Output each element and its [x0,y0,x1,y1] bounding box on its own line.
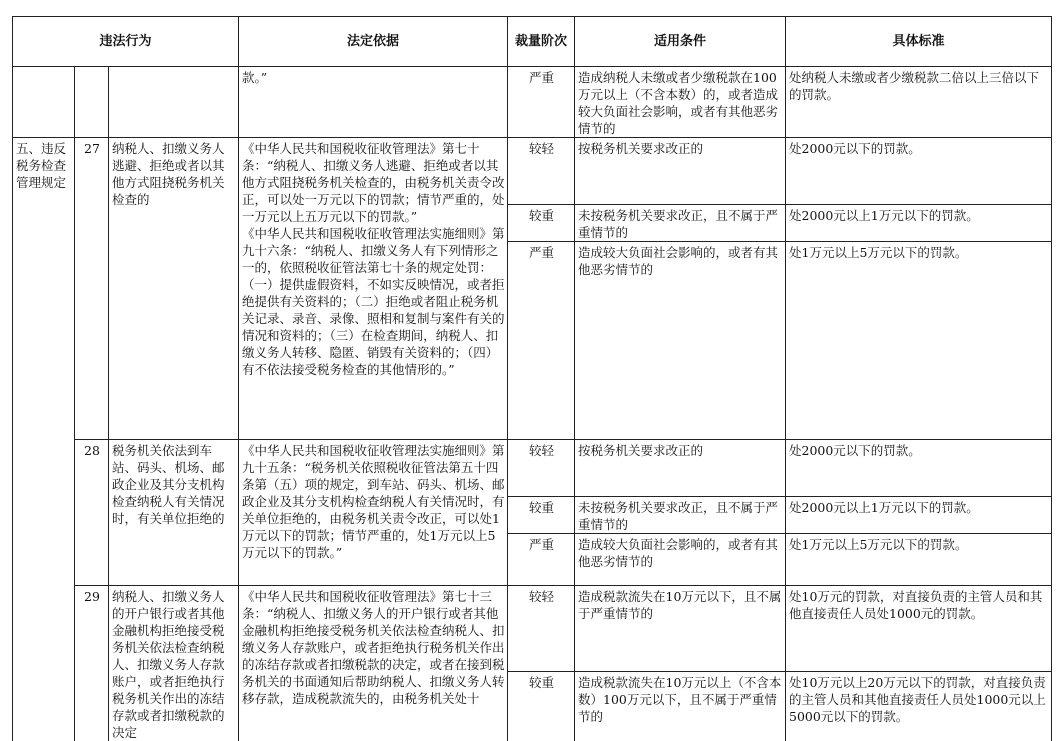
level-cell: 较重 [508,497,575,534]
condition-cell: 按税务机关要求改正的 [575,440,786,497]
header-legal-basis: 法定依据 [239,17,508,67]
standard-cell: 处10万元的罚款，对直接负责的主管人员和其他直接责任人员处1000元的罚款。 [786,586,1052,672]
category-cell: 五、违反税务检查管理规定 [13,138,75,741]
condition-cell: 按税务机关要求改正的 [575,138,786,205]
penalty-standards-table [12,16,1052,741]
item-number: 28 [75,440,109,586]
condition-cell: 造成税款流失在10万元以上（不含本数）100万元以下，且不属于严重情节的 [575,671,786,741]
standard-cell: 处1万元以上5万元以下的罚款。 [786,242,1052,440]
level-cell: 严重 [508,67,575,138]
level-cell: 较重 [508,205,575,242]
header-condition: 适用条件 [575,17,786,67]
basis-cell: 款。” [239,67,508,138]
standard-cell: 处2000元以上1万元以下的罚款。 [786,205,1052,242]
item-number: 29 [75,586,109,741]
level-cell: 较轻 [508,440,575,497]
standard-cell: 处纳税人未缴或者少缴税款二倍以上三倍以下的罚款。 [786,67,1052,138]
item-number [75,67,109,138]
table-row [13,67,1052,138]
table-row [13,440,1052,497]
header-row [13,17,1052,67]
basis-cell: 《中华人民共和国税收征收管理法》第七十三条：“纳税人、扣缴义务人的开户银行或者其他金融机构拒绝接受税务机关依法检查纳税人、扣缴义务人存款账户，或者拒绝执行税务机关作出的冻结存款或者扣缴税款的决定，或者在接到税务机关的书面通知后帮助纳税人、扣缴义务人转移存款，造成税款流失的，由税务机关处十 [239,586,508,741]
behavior-cell: 税务机关依法到车站、码头、机场、邮政企业及其分支机构检查纳税人有关情况时，有关单位拒绝的 [109,440,239,586]
behavior-cell [109,67,239,138]
standard-cell: 处2000元以下的罚款。 [786,440,1052,497]
condition-cell: 未按税务机关要求改正，且不属于严重情节的 [575,205,786,242]
level-cell: 较轻 [508,138,575,205]
behavior-cell: 纳税人、扣缴义务人逃避、拒绝或者以其他方式阻挠税务机关检查的 [109,138,239,440]
behavior-cell: 纳税人、扣缴义务人的开户银行或者其他金融机构拒绝接受税务机关依法检查纳税人、扣缴义务人存款账户，或者拒绝执行税务机关作出的冻结存款或者扣缴税款的决定 [109,586,239,741]
condition-cell: 造成税款流失在10万元以下，且不属于严重情节的 [575,586,786,672]
level-cell: 严重 [508,534,575,586]
condition-cell: 造成较大负面社会影响的，或者有其他恶劣情节的 [575,242,786,440]
level-cell: 较重 [508,671,575,741]
level-cell: 严重 [508,242,575,440]
condition-cell: 造成较大负面社会影响的，或者有其他恶劣情节的 [575,534,786,586]
header-violation: 违法行为 [13,17,239,67]
condition-cell: 造成纳税人未缴或者少缴税款在100万元以上（不含本数）的，或者造成较大负面社会影响，或者有其他恶劣情节的 [575,67,786,138]
standard-cell: 处1万元以上5万元以下的罚款。 [786,534,1052,586]
level-cell: 较轻 [508,586,575,672]
table-row [13,586,1052,672]
item-number: 27 [75,138,109,440]
standard-cell: 处2000元以上1万元以下的罚款。 [786,497,1052,534]
condition-cell: 未按税务机关要求改正，且不属于严重情节的 [575,497,786,534]
table-row [13,138,1052,205]
standard-cell: 处2000元以下的罚款。 [786,138,1052,205]
basis-cell: 《中华人民共和国税收征收管理法实施细则》第九十五条：“税务机关依照税收征管法第五十四条第（五）项的规定，到车站、码头、机场、邮政企业及其分支机构检查纳税人有关情况时，有关单位拒绝的，由税务机关责令改正，可以处1万元以下的罚款；情节严重的，处1万元以上5万元以下的罚款。” [239,440,508,586]
header-standard: 具体标准 [786,17,1052,67]
category-cell [13,67,75,138]
header-level: 裁量阶次 [508,17,575,67]
standard-cell: 处10万元以上20万元以下的罚款，对直接负责的主管人员和其他直接责任人员处1000元以上5000元以下的罚款。 [786,671,1052,741]
basis-cell: 《中华人民共和国税收征收管理法》第七十条：“纳税人、扣缴义务人逃避、拒绝或者以其他方式阻挠税务机关检查的，由税务机关责令改正，可以处一万元以下的罚款；情节严重的，处一万元以上五万元以下的罚款。” 《中华人民共和国税收征收管理法实施细则》第九十六条：“纳税人、扣缴义务人有下列情形之一的，依照税收征管法第七十条的规定处罚：（一）提供虚假资料，不如实反映情况，或者拒绝提供有关资料的；（二）拒绝或者阻止税务机关记录、录音、录像、照相和复制与案件有关的情况和资料的；（三）在检查期间，纳税人、扣缴义务人转移、隐匿、销毁有关资料的；（四）有不依法接受税务检查的其他情形的。” [239,138,508,440]
